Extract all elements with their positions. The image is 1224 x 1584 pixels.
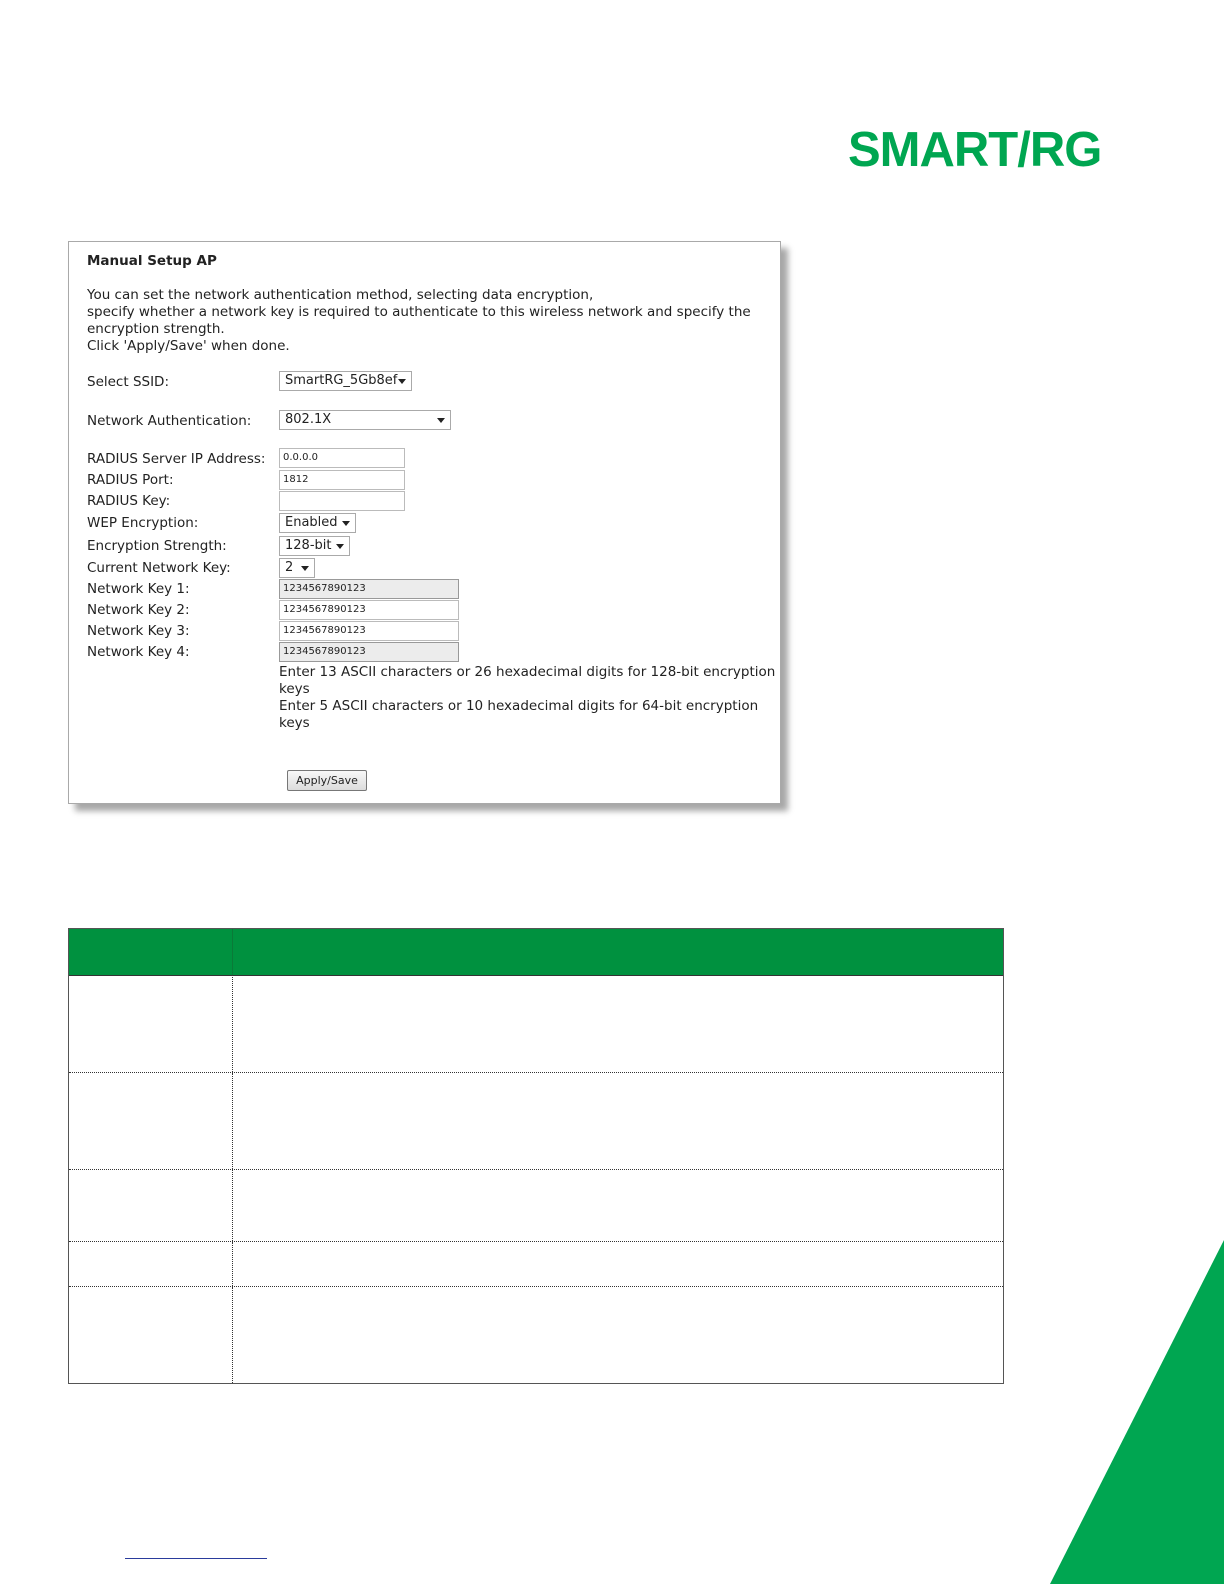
- table-header: [69, 929, 1003, 976]
- desc-line-3: encryption strength.: [87, 321, 225, 337]
- chevron-down-icon: [398, 379, 406, 384]
- network-key-3-input[interactable]: 1234567890123: [279, 621, 459, 641]
- column-divider: [232, 1170, 233, 1241]
- key4-label: Network Key 4:: [87, 644, 190, 660]
- column-divider: [232, 1073, 233, 1169]
- table-row: [69, 975, 1003, 1072]
- description-table: [68, 928, 1004, 1384]
- hint-line-3: Enter 5 ASCII characters or 10 hexadecimal digits for 64-bit encryption: [279, 698, 759, 714]
- hint-line-4: keys: [279, 715, 310, 731]
- current-key-label: Current Network Key:: [87, 560, 231, 576]
- network-key-4-input[interactable]: 1234567890123: [279, 642, 459, 662]
- panel-description: [87, 287, 777, 355]
- desc-line-1: You can set the network authentication method, selecting data encryption,: [87, 287, 594, 303]
- network-key-2-input[interactable]: 1234567890123: [279, 600, 459, 620]
- network-key-1-input[interactable]: 1234567890123: [279, 579, 459, 599]
- triangle-shape: [1050, 1240, 1224, 1584]
- footer-link-underline: [125, 1558, 267, 1559]
- radius-port-input[interactable]: 1812: [279, 470, 405, 490]
- strength-select[interactable]: [279, 536, 350, 556]
- radius-ip-label: RADIUS Server IP Address:: [87, 451, 266, 467]
- smartrg-logo: SMART/RG: [848, 123, 1102, 177]
- column-divider: [232, 975, 233, 1072]
- ssid-value: SmartRG_5Gb8ef: [285, 373, 398, 388]
- apply-save-button[interactable]: Apply/Save: [287, 770, 367, 791]
- strength-value: 128-bit: [285, 538, 332, 553]
- wep-select[interactable]: [279, 513, 356, 533]
- chevron-down-icon: [437, 418, 445, 423]
- radius-key-input[interactable]: [279, 491, 405, 511]
- desc-line-2: specify whether a network key is required to authenticate to this wireless network and specify the: [87, 304, 751, 320]
- chevron-down-icon: [336, 544, 344, 549]
- hint-line-1: Enter 13 ASCII characters or 26 hexadecimal digits for 128-bit encryption: [279, 664, 776, 680]
- radius-port-label: RADIUS Port:: [87, 472, 174, 488]
- key2-label: Network Key 2:: [87, 602, 190, 618]
- column-divider: [232, 1242, 233, 1286]
- decorative-green-triangle: [1040, 1240, 1224, 1584]
- strength-label: Encryption Strength:: [87, 538, 227, 554]
- header-divider: [232, 929, 233, 975]
- panel-title: Manual Setup AP: [87, 253, 217, 269]
- current-key-select[interactable]: [279, 558, 315, 578]
- auth-select[interactable]: [279, 410, 451, 430]
- key1-label: Network Key 1:: [87, 581, 190, 597]
- key3-label: Network Key 3:: [87, 623, 190, 639]
- auth-value: 802.1X: [285, 412, 332, 427]
- radius-key-label: RADIUS Key:: [87, 493, 171, 509]
- hint-line-2: keys: [279, 681, 310, 697]
- table-row: [69, 1169, 1003, 1241]
- auth-label: Network Authentication:: [87, 413, 252, 429]
- radius-ip-input[interactable]: 0.0.0.0: [279, 448, 405, 468]
- column-divider: [232, 1287, 233, 1383]
- manual-setup-ap-panel: [68, 241, 781, 804]
- desc-line-4: Click 'Apply/Save' when done.: [87, 338, 290, 354]
- table-row: [69, 1286, 1003, 1383]
- current-key-value: 2: [285, 560, 294, 575]
- chevron-down-icon: [342, 521, 350, 526]
- table-row: [69, 1072, 1003, 1169]
- ssid-select[interactable]: [279, 371, 412, 391]
- chevron-down-icon: [301, 566, 309, 571]
- wep-value: Enabled: [285, 515, 338, 530]
- key-hints: [279, 664, 779, 732]
- wep-label: WEP Encryption:: [87, 515, 199, 531]
- ssid-label: Select SSID:: [87, 374, 170, 390]
- table-row: [69, 1241, 1003, 1286]
